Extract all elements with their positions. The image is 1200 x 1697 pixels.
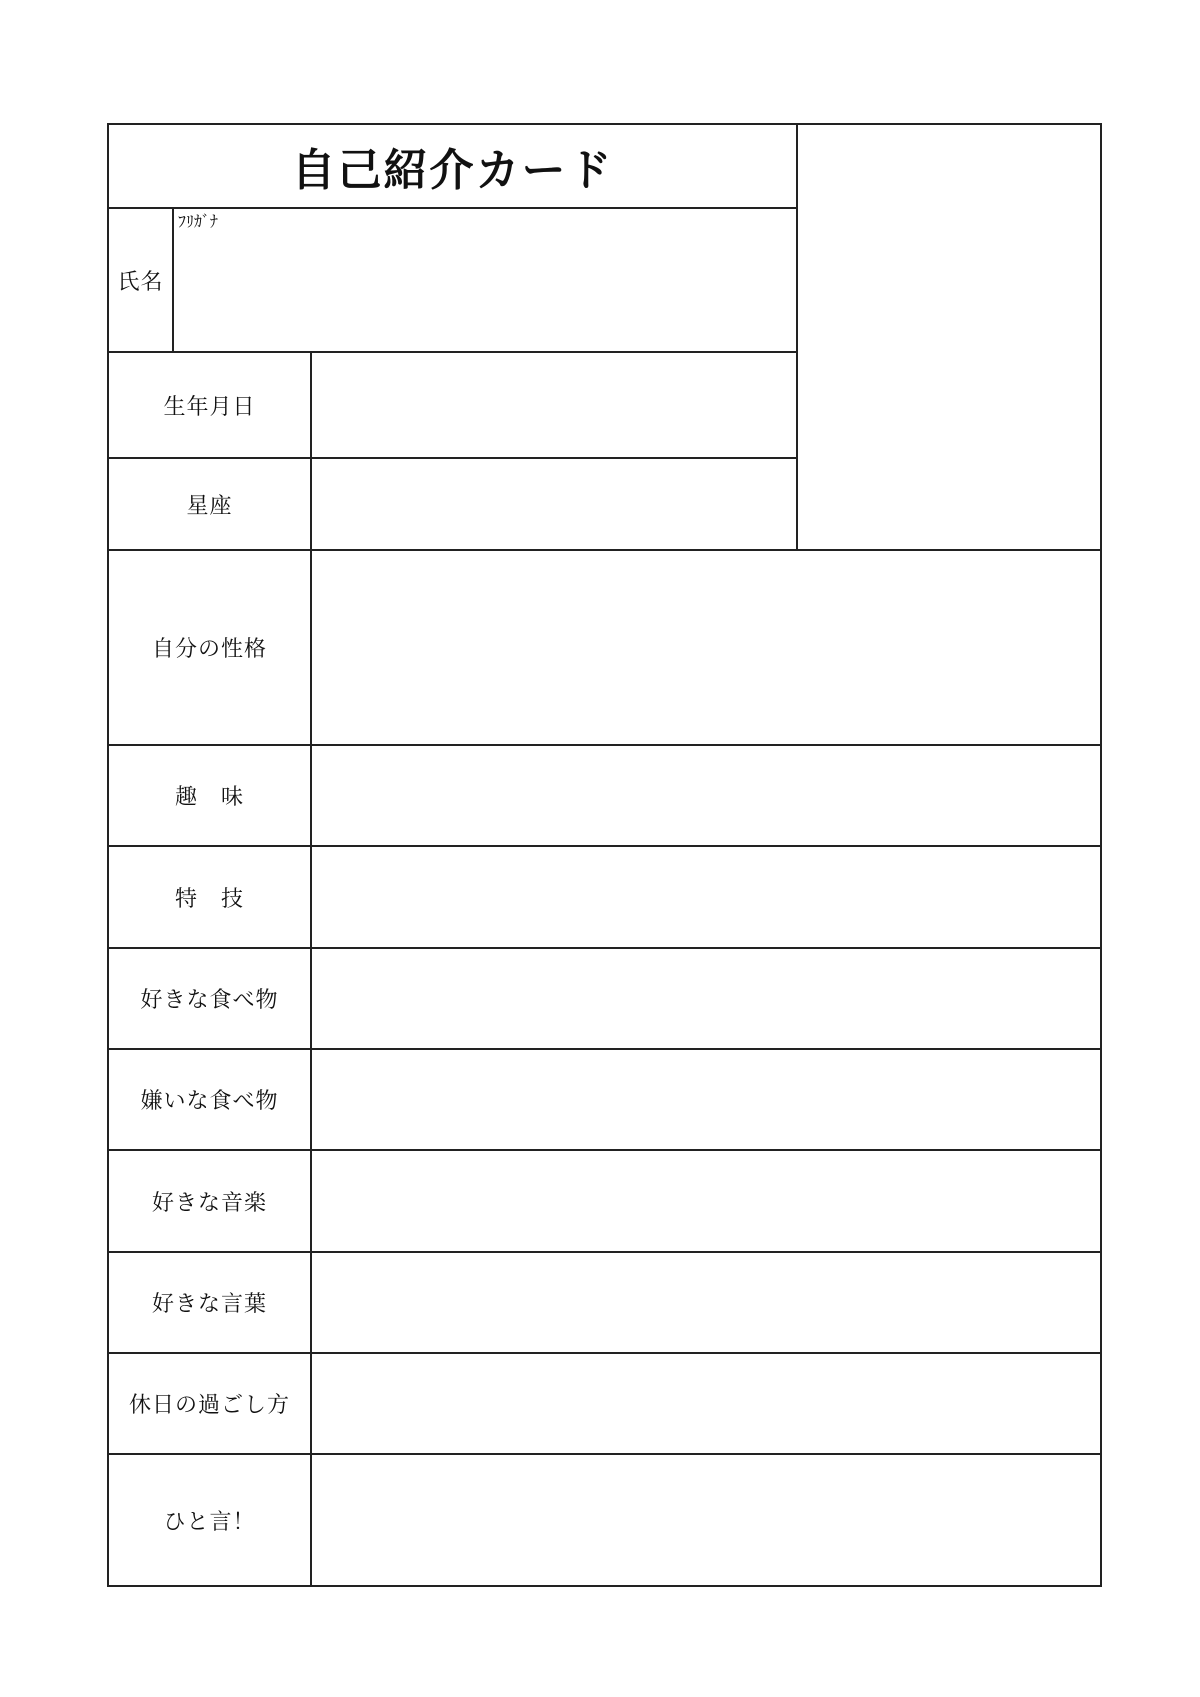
skill-label: 特 技 <box>174 886 244 912</box>
hobby-label: 趣 味 <box>174 785 244 810</box>
border-right <box>1100 123 1102 1587</box>
favorite-food-field[interactable] <box>312 949 1100 1048</box>
comment-field[interactable] <box>312 1455 1100 1585</box>
constellation-label: 星座 <box>186 493 233 519</box>
holiday-field[interactable] <box>312 1354 1100 1453</box>
skill-field[interactable] <box>312 847 1100 947</box>
disliked-food-label: 嫌いな食べ物 <box>140 1089 279 1114</box>
favorite-words-label: 好きな言葉 <box>151 1292 267 1317</box>
photo-area[interactable] <box>798 125 1100 549</box>
page-title: 自己紹介カード <box>291 145 614 196</box>
constellation-field[interactable] <box>312 459 796 549</box>
hobby-field[interactable] <box>312 746 1100 845</box>
name-field[interactable] <box>174 232 796 351</box>
personality-label: 自分の性格 <box>151 637 267 662</box>
favorite-music-label: 好きな音楽 <box>151 1190 267 1216</box>
border-bottom <box>107 1585 1102 1587</box>
favorite-words-field[interactable] <box>312 1253 1100 1352</box>
birthday-label: 生年月日 <box>163 394 256 420</box>
holiday-label: 休日の過ごし方 <box>128 1393 290 1418</box>
favorite-music-field[interactable] <box>312 1151 1100 1251</box>
favorite-food-label: 好きな食べ物 <box>140 988 279 1013</box>
comment-label: ひと言！ <box>163 1509 256 1535</box>
name-label: 氏名 <box>117 269 164 295</box>
furigana-label: ﾌﾘｶﾞﾅ <box>178 212 219 231</box>
disliked-food-field[interactable] <box>312 1050 1100 1149</box>
personality-field[interactable] <box>312 551 1100 744</box>
birthday-field[interactable] <box>312 353 796 457</box>
